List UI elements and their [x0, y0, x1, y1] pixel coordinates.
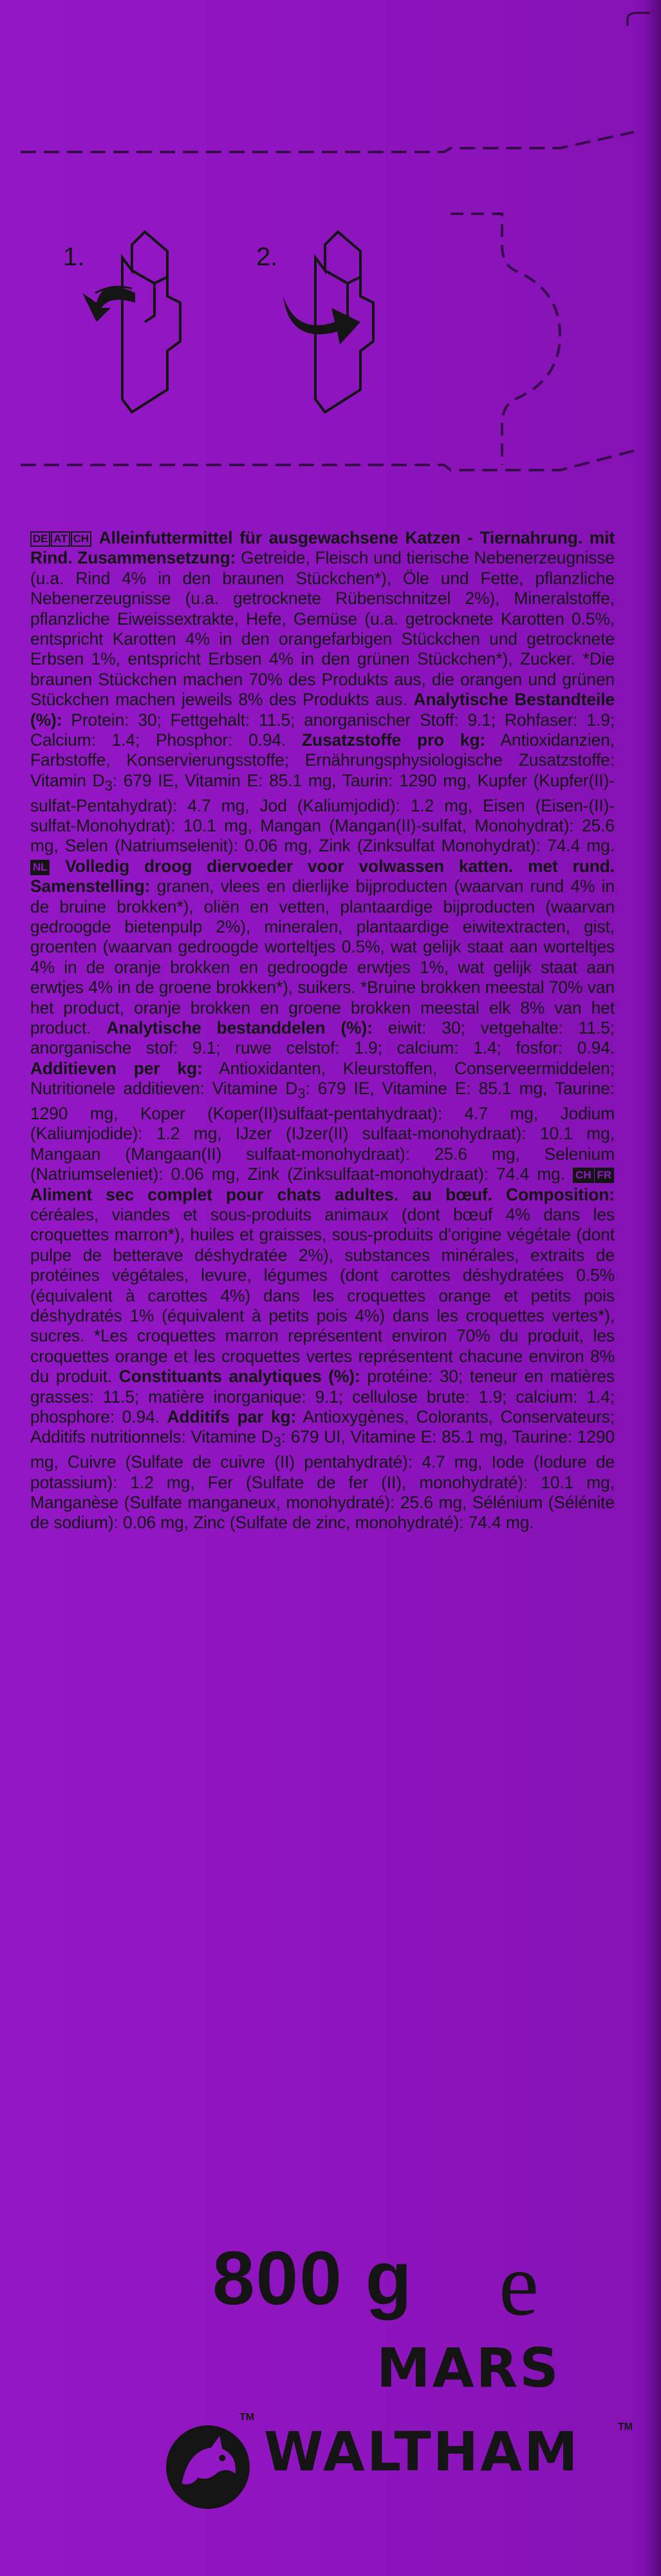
step-1-arrow-icon [82, 287, 135, 322]
cat-logo-trademark: TM [239, 2412, 255, 2423]
fr-composition: céréales, viandes et sous-produits animaux (dont bœuf 4% dans les croquettes marron*), huiles et graisses, sous-produits d'origine végétale (dont pulpe de betterave déshydratée 2%), substances minérales, extraits de protéines végétales, levure, légumes (dont carottes déshydratées 0.5% (équivalent à carottes 4%) dans les croquettes orange et petits pois déshydratés 1% (équivalent à petits pois 4%) dans les croquettes vertes*), sucres. *Les croquettes marron représentent environ 70% du produit, les croquettes orange et les croquettes vertes représentent chacune environ 8% du produit. [30, 1204, 615, 1387]
de-additives-label: Zusatzstoffe pro kg: [302, 730, 486, 750]
step-1-label: 1. [63, 243, 85, 271]
nl-composition: granen, vlees en dierlijke bijproducten (waarvan rund 4% in de bruine brokken*), oliën en vetten, plantaardige bijproducten (waarvan gedroogde bietenpulp 2%), mineralen, plantaardige eiwitextracten, gist, groenten (waarvan gedroogde worteltjes 0.5%, wat gelijk staat aan worteltjes 4% in de oranje brokken en gedroogde erwtjes 1%, wat gelijk staat aan erwtjes 4% in de groene brokken*), suikers. *Bruine brokken meestal 70% van het product, oranje brokken en groene brokken meestal elk 8% van het product. [30, 876, 615, 1038]
fr-additives-label: Additifs par kg: [167, 1407, 297, 1427]
de-product-title: Alleinfuttermittel für ausgewachsene Katzen - Tiernahrung. mit Rind. [30, 528, 615, 568]
mars-logo-text: MARS [377, 2336, 561, 2400]
nl-analytical: eiwit: 30; vetgehalte: 11.5; anorganische stof: 9.1; ruwe celstof: 1.9; calcium: 1.4; fosfor: 0.94. [30, 1018, 615, 1058]
nl-composition-label: Samenstelling: [30, 876, 151, 896]
nl-additives-label: Additieven per kg: [30, 1058, 203, 1078]
de-analytical: Protein: 30; Fettgehalt: 11.5; anorganischer Stoff: 9.1; Rohfaser: 1.9; Calcium: 1.4; Phosphor: 0.94. [30, 710, 615, 750]
nl-additives: Antioxidanten, Kleurstoffen, Conserveermiddelen; Nutritionele additieven: Vitamine $D_3$: 679 IE, Vitamine E: 85.1 mg, Taurine: 1290 mg, Koper (Koper(II)sulfaat-pentahydraat): 4.7 mg, Jodium (Kaliumjodide): 1.2 mg, IJzer (IJzer(II) sulfaat-monohydraat): 10.1 mg, Mangaan (Mangaan(II) sulfaat-monohydraat): 25.6 mg, Selenium (Natriumseleniet): 0.06 mg, Zink (Zinksulfaat-monohydraat): 74.4 mg. [30, 1058, 615, 1184]
nl-product-title: Volledig droog diervoeder voor volwassen katten. met rund. [65, 856, 615, 876]
fr-analytical-label: Constituants analytiques (%): [118, 1367, 360, 1387]
ingredients-text-block [30, 528, 615, 1533]
de-additives: Antioxidanzien, Farbstoffe, Konservierungsstoffe; Ernährungsphysiologische Zusatzstoffe: Vitamin $D_3$: 679 IE, Vitamin E: 85.1 mg, Taurin: 1290 mg, Kupfer (Kupfer(II)-sulfat-Pentahydrat): 4.7 mg, Jod (Kaliumjodid): 1.2 mg, Eisen (Eisen-(II)-sulfat-Monohydrat): 10.1 mg, Mangan (Mangan(II)-sulfat, Monohydrat): 25.6 mg, Selen (Natriumselenit): 0.06 mg, Zink (Zinksulfat Monohydrat): 74.4 mg. [30, 730, 615, 856]
step-2-label: 2. [256, 243, 278, 271]
fr-composition-label: Composition: [506, 1184, 615, 1204]
fr-product-title: Aliment sec complet pour chats adultes. au bœuf. [30, 1184, 492, 1204]
de-composition-label: Zusammensetzung: [77, 548, 236, 568]
net-weight: 800 g [212, 2236, 413, 2321]
country-codes-fr: CH FR [573, 1164, 615, 1184]
waltham-logo-text: WALTHAM [264, 2420, 580, 2483]
tear-tab-outline [451, 214, 560, 465]
de-composition: Getreide, Fleisch und tierische Nebenerzeugnisse (u.a. Rind 4% in den braunen Stückchen*), Öle und Fette, pflanzliche Nebenerzeugnisse (u.a. getrocknete Rübenschnitzel 2%), Mineralstoffe, pflanzliche Eiweissextrakte, Hefe, Gemüse (u.a. getrocknete Karotten 0.5%, entspricht Karotten 4% in den orangefarbigen Stückchen und getrocknete Erbsen 1%, entspricht Erbsen 4% in den grünen Stückchen*), Zucker. *Die braunen Stückchen machen 70% des Produkts aus, die orangen und grünen Stückchen machen jeweils 8% des Produkts aus. [30, 548, 615, 710]
fr-additives: Antioxygènes, Colorants, Conservateurs; Additifs nutritionnels: Vitamine $D_3$: 679 UI, Vitamine E: 85.1 mg, Taurine: 1290 mg, Cuivre (Sulfate de cuivre (II) pentahydraté): 4.7 mg, Iode (Iodure de potassium): 1.2 mg, Fer (Sulfate de fer (II), monohydraté): 10.1 mg, Manganèse (Sulfate manganeux, monohydraté): 25.6 mg, Sélénium (Sélénite de sodium): 0.06 mg, Zinc (Sulfate de zinc, monohydraté): 74.4 mg. [30, 1407, 615, 1533]
country-codes-de: DE AT CH [30, 528, 92, 547]
country-code-nl: NL [30, 860, 50, 875]
waltham-cat-logo-icon [162, 2421, 254, 2513]
nl-analytical-label: Analytische bestanddelen (%): [106, 1018, 373, 1038]
perforation-bottom-line [21, 451, 634, 470]
estimated-sign-icon: e [499, 2235, 539, 2334]
perforation-top-line [21, 132, 634, 152]
flap-corner-line [628, 13, 650, 26]
step-1-illustration [95, 232, 180, 412]
de-analytical-label: Analytische Bestandteile (%): [30, 690, 615, 730]
waltham-trademark: TM [618, 2421, 633, 2432]
fr-analytical: protéine: 30; teneur en matières grasses: 11.5; matière inorganique: 9.1; cellulose brute: 1.9; calcium: 1.4; phosphore: 0.94. [30, 1367, 615, 1427]
opening-instructions-diagram [0, 0, 661, 502]
